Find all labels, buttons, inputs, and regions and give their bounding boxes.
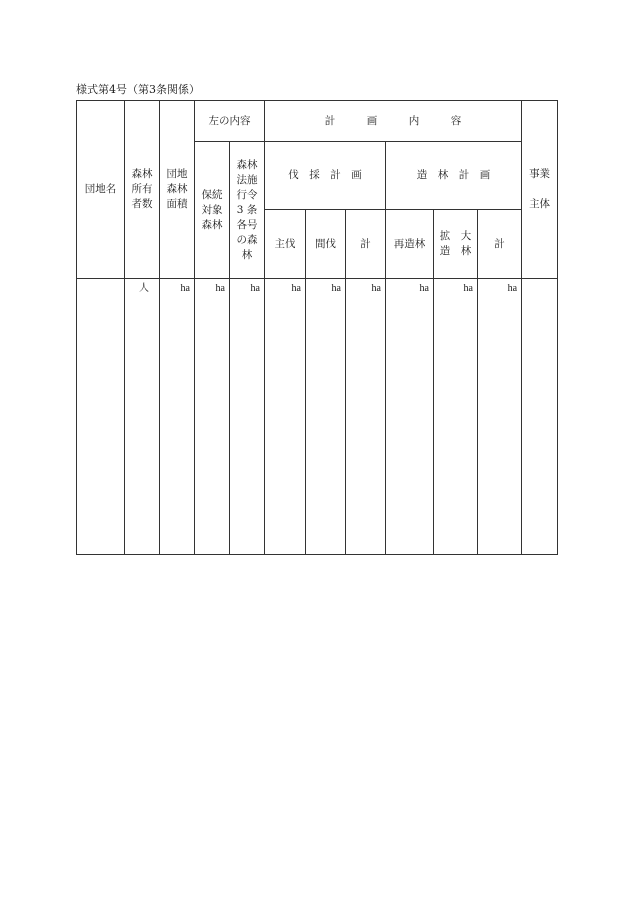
body-cell-kakudai-zourin	[434, 299, 478, 555]
header-hozoku: 保続 対象 森林	[195, 142, 230, 279]
forest-plan-form-table	[76, 100, 558, 555]
header-kei-bassai: 計	[346, 210, 386, 279]
body-cell-shubatsu	[265, 299, 306, 555]
cell-danchi-name	[77, 279, 125, 299]
form-title: 様式第4号（第3条関係）	[76, 83, 200, 96]
header-jigyou-shutai: 事業 主体	[522, 101, 558, 279]
body-cell-owners	[125, 299, 160, 555]
unit-hozoku: ha	[195, 279, 230, 299]
header-bassai-plan: 伐 採 計 画	[265, 142, 386, 210]
cell-jigyou-shutai	[522, 279, 558, 299]
unit-shubatsu: ha	[265, 279, 306, 299]
unit-shinrin-hou: ha	[230, 279, 265, 299]
header-kei-zourin: 計	[478, 210, 522, 279]
unit-owners: 人	[125, 279, 160, 299]
header-kanbatsu: 間伐	[306, 210, 346, 279]
body-cell-kanbatsu	[306, 299, 346, 555]
body-cell-jigyou-shutai	[522, 299, 558, 555]
header-owners-count: 森林 所有 者数	[125, 101, 160, 279]
unit-kanbatsu: ha	[306, 279, 346, 299]
header-zourin-plan: 造 林 計 画	[386, 142, 522, 210]
header-saizourin: 再造林	[386, 210, 434, 279]
body-cell-danchi-area	[160, 299, 195, 555]
unit-saizourin: ha	[386, 279, 434, 299]
unit-kei-zourin: ha	[478, 279, 522, 299]
body-cell-danchi-name	[77, 299, 125, 555]
body-cell-kei-bassai	[346, 299, 386, 555]
body-cell-hozoku	[195, 299, 230, 555]
header-danchi-area: 団地 森林 面積	[160, 101, 195, 279]
unit-kakudai-zourin: ha	[434, 279, 478, 299]
header-left-content: 左の内容	[195, 101, 265, 142]
unit-kei-bassai: ha	[346, 279, 386, 299]
body-cell-kei-zourin	[478, 299, 522, 555]
body-cell-saizourin	[386, 299, 434, 555]
unit-danchi-area: ha	[160, 279, 195, 299]
body-cell-shinrin-hou	[230, 299, 265, 555]
header-plan-content: 計 画 内 容	[265, 101, 522, 142]
header-kakudai-zourin: 拡 大 造 林	[434, 210, 478, 279]
header-shinrin-hou: 森林 法施 行令 3 条 各号 の森 林	[230, 142, 265, 279]
header-danchi-name: 団地名	[77, 101, 125, 279]
header-shubatsu: 主伐	[265, 210, 306, 279]
